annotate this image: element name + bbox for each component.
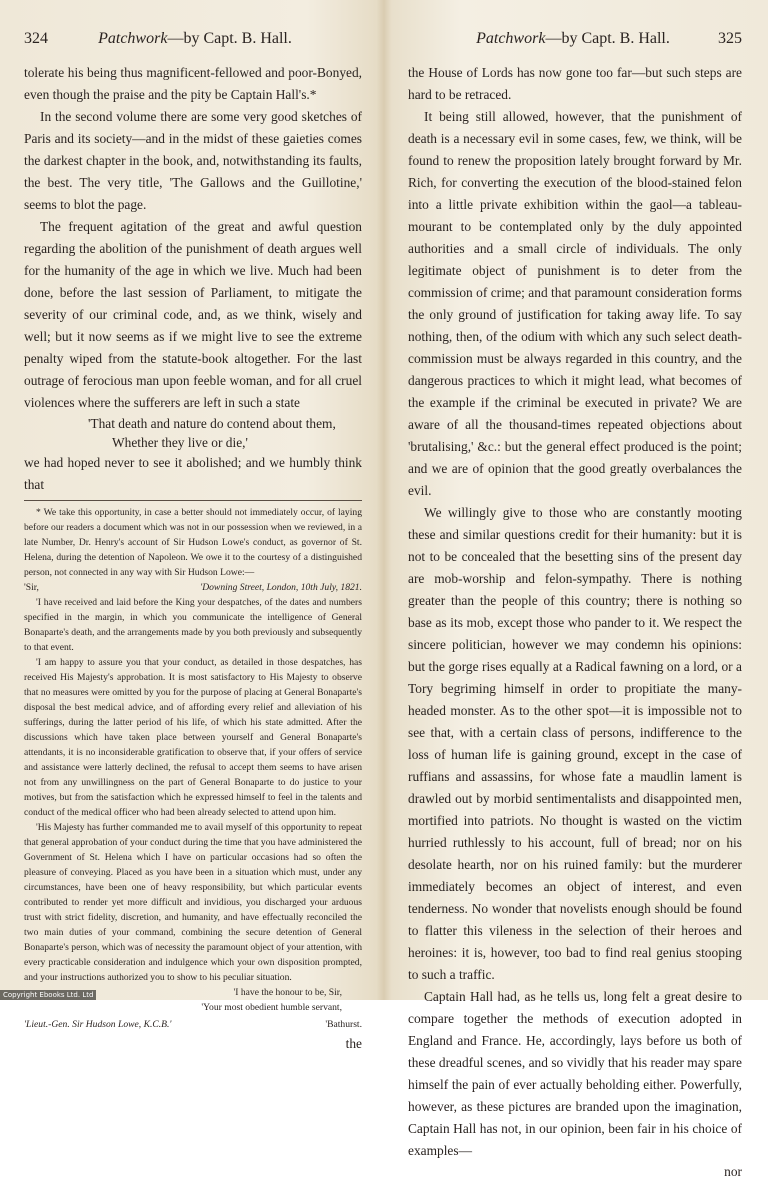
paragraph: We willingly give to those who are constantly mooting these and similar questions credit for their humanity: but it is not to be concealed that the besetting sins of the present day are mob-worship and felon-sympathy. There is nothing greater than the people of this country; there is nothing so base as its mob, except those who pander to it. We respect the sincere politician, however we may condemn his opinions: but the gorge rises equally at a Radical fawning on a lord, or a Tory begriming himself in order to propitiate the many-headed monster. As to the other spot—it is impossible not to see that, with a certain class of persons, indifference to the loss of human life is gaining ground, except in the case of ruffians and assassins, for whose fate a maudlin lament is drawled out by morbid sentimentalists and disappointed men, mortified into patriots. No thought is wasted on the victim hurried ruthlessly to his account, full of bread; nor on his desolate hearth, nor on his ruined family: but the murderer immediately becomes an object of interest, and even tenderness. No wonder that novelists enough should be found to flatter this vileness in the selection of their heroes and heroines: it is, however, too bad to find real genius stooping to such a traffic.	[408, 505, 742, 982]
body-text	[408, 62, 742, 1162]
running-author: —by Capt. B. Hall.	[167, 30, 292, 47]
verse-line: Whether they live or die,'	[112, 435, 248, 450]
page-header	[408, 30, 742, 48]
letter-salutation: 'Sir,	[24, 582, 39, 593]
letter-signatory: 'Bathurst.	[325, 1019, 362, 1030]
right-page	[386, 0, 768, 1179]
letter-addressee: 'Lieut.-Gen. Sir Hudson Lowe, K.C.B.'	[24, 1019, 172, 1030]
paragraph: In the second volume there are some very good sketches of Paris and its society—and in the midst of these gaieties comes the darkest chapter in the book, and, notwithstanding its faults, the best. The very title, 'The Gallows and the Guillotine,' seems to blot the page.	[24, 109, 362, 212]
paragraph: The frequent agitation of the great and awful question regarding the abolition of the punishment of death argues well for the humanity of the age in which we live. Much had been done, before the last session of Parliament, to mitigate the severity of our criminal code, and, as we think, wisely and well; but it now seems as if we might live to see the extreme penalty wiped from the statute-book altogether. For the last outrage of ferocious man upon feeble woman, and for all cruel violences where the sufferers are left in such a state	[24, 219, 362, 410]
page-number: 324	[24, 30, 48, 47]
letter-heading	[24, 580, 362, 595]
letter-closing: 'Your most obedient humble servant,	[201, 1002, 342, 1013]
running-head	[98, 30, 292, 48]
paragraph: It being still allowed, however, that the punishment of death is a necessary evil in some cases, few, we think, will be found to renew the proposition lately brought forward by Mr. Rich, for converting the execution of the blood-stained felon into a little private exhibition within the gaol—a tableau-mourant to be contemplated only by the duly appointed authorities and a small circle of individuals. The only legitimate object of punishment is to deter from the commission of crime; and that paramount consideration forms the only ground of justification for taking away life. To say nothing, then, of the odium with which any such select death-commission must be always regarded in this country, and the dangerous practices to which it might lead, what becomes of the example if the criminal be executed in private? We are aware of all the thousand-times repeated objections about 'brutalising,' &c.: but the general effect produced is the point; and we are of opinion that the good greatly overbalances the evil.	[408, 109, 742, 498]
left-page	[0, 0, 382, 1051]
copyright-watermark: Copyright Ebooks Ltd. Ltd	[0, 990, 96, 1000]
letter-dateline: 'Downing Street, London, 10th July, 1821.	[200, 582, 362, 593]
body-text	[24, 452, 362, 496]
body-text	[24, 62, 362, 414]
verse-line: 'That death and nature do contend about them,	[88, 416, 336, 431]
footnote	[24, 505, 362, 1032]
footnote-paragraph: 'I am happy to assure you that your conduct, as detailed in those despatches, has received His Majesty's approbation. It is most satisfactory to His Majesty to observe that no measures were omitted by you for the purpose of placing at General Bonaparte's disposal the best medical advice, and of affording every relief and alleviation of his sufferings, during the latter period of his life, of which his state admitted. After the discussions which have taken place between yourself and General Bonaparte's attendants, it is no inconsiderable gratification to observe that, if your offers of service and assistance were latterly declined, the refusal to accept them seems to have arisen not from any unwillingness on the part of General Bonaparte to do justice to your motives, but from the satisfaction which he expressed himself to feel in the talents and conduct of the medical officer who had been already selected to attend upon him.	[24, 657, 362, 818]
letter-signatures	[24, 1017, 362, 1032]
running-title: Patchwork	[476, 30, 546, 47]
paragraph: Captain Hall had, as he tells us, long felt a great desire to compare together the methods of execution adopted in England and France. He, accordingly, lays before us both of these dreadful scenes, and so vividly that his reader may spare himself the pain of ever actually beholding either. Powerfully, however, as these pictures are branded upon the imagination, Captain Hall has not, in our opinion, been fair in his choice of examples—	[408, 989, 742, 1158]
running-author: —by Capt. B. Hall.	[545, 30, 670, 47]
paragraph: the House of Lords has now gone too far—but such steps are hard to be retraced.	[408, 65, 742, 102]
footnote-paragraph: 'I have received and laid before the King your despatches, of the dates and numbers specified in the margin, in which you communicate the intelligence of General Bonaparte's death, and the arrangements made by you both previously and subsequently to that event.	[24, 597, 362, 653]
running-head	[476, 30, 670, 48]
catchword: the	[345, 1036, 362, 1051]
footnote-rule	[24, 500, 362, 501]
catchword: nor	[724, 1164, 742, 1179]
letter-closing: 'I have the honour to be, Sir,	[233, 987, 342, 998]
running-title: Patchwork	[98, 30, 168, 47]
footnote-paragraph: 'His Majesty has further commanded me to avail myself of this opportunity to repeat that general approbation of your conduct during the time that you have administered the Government of St. Helena which I have on particular occasions had so often the pleasure of conveying. Placed as you have been in a situation which must, under any circumstances, have been one of heavy responsibility, but which particular events contributed to render yet more difficult and invidious, you discharged your arduous trust with strict fidelity, discretion, and humanity, and have effectually reconciled the two main duties of your command, combining the secure detention of General Bonaparte's person, which was of necessity the paramount object of your attention, with every practicable consideration and indulgence which your own disposition prompted, and your instructions authorized you to show to his peculiar situation.	[24, 822, 362, 983]
page-number: 325	[717, 30, 742, 47]
page-header	[24, 30, 362, 48]
paragraph: tolerate his being thus magnificent-fellowed and poor-Bonyed, even though the praise and the pity be Captain Hall's.*	[24, 65, 362, 102]
paragraph: we had hoped never to see it abolished; and we humbly think that	[24, 455, 362, 492]
verse-quote	[24, 414, 362, 452]
footnote-paragraph: * We take this opportunity, in case a better should not immediately occur, of laying before our readers a document which was not in our possession when we reviewed, in a late Number, Dr. Henry's account of Sir Hudson Lowe's conduct, as governor of St. Helena, during the detention of Napoleon. We owe it to the courtesy of a distinguished person, not connected in any way with Sir Hudson Lowe:—	[24, 507, 362, 578]
